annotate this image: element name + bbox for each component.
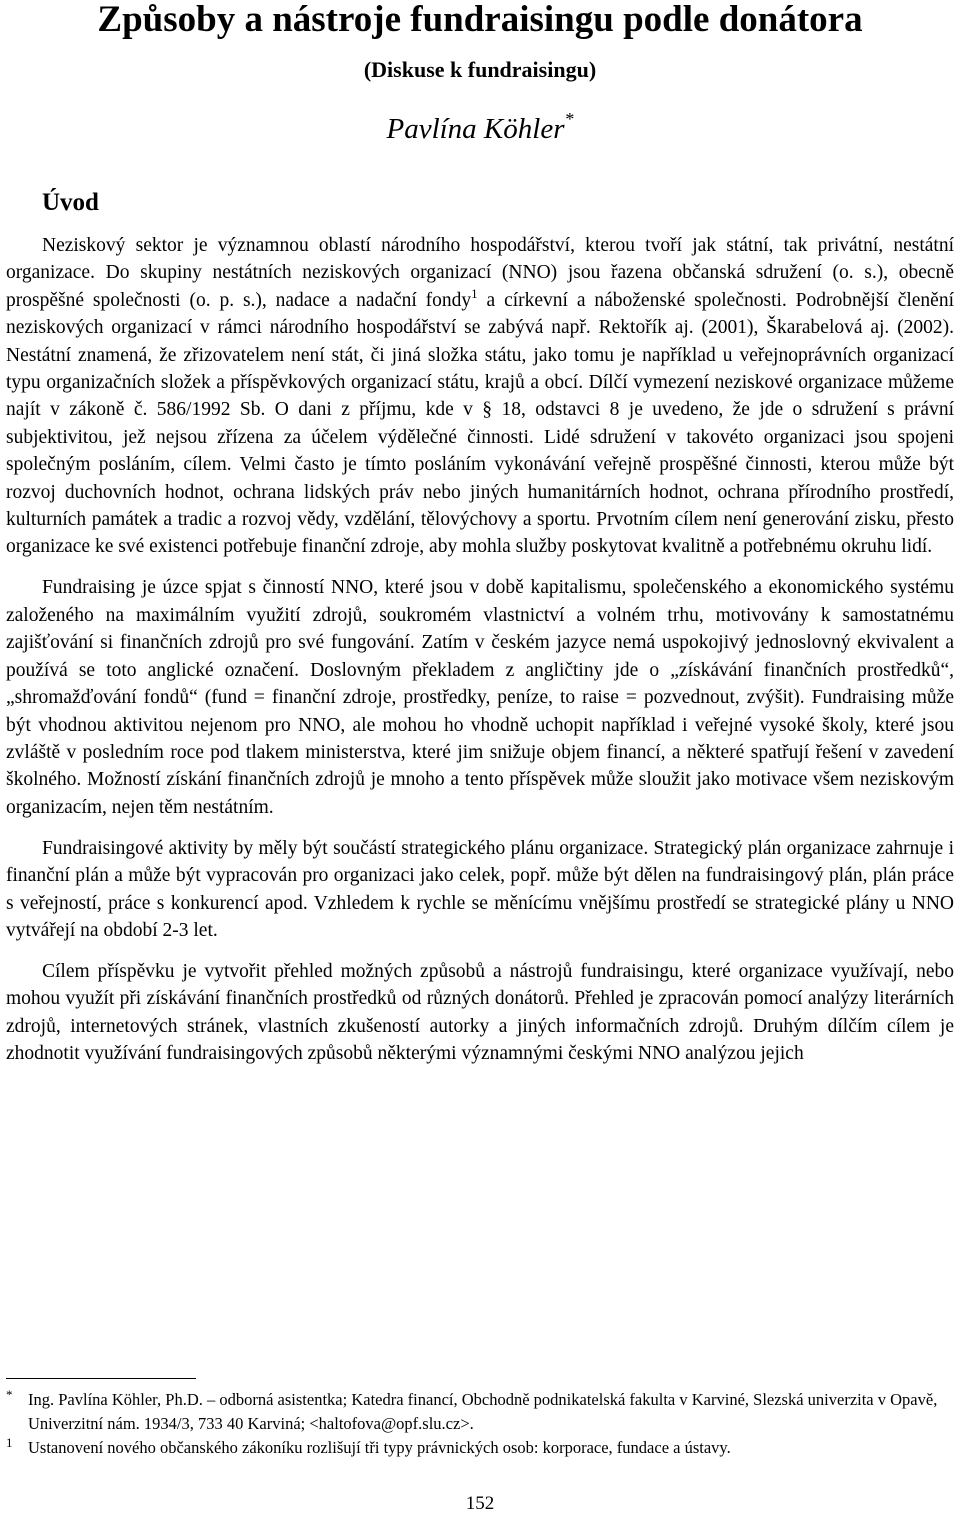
section-heading: Úvod <box>42 189 99 216</box>
paragraph: Fundraising je úzce spjat s činností NNO, které jsou v době kapitalismu, společenského a ekonomického systému založeného na maximálním využití zdrojů, soukromém vlastnictví a volném trhu, motivovány k samostatnému zajišťování si finančních zdrojů pro své fungování. Zatím v českém jazyce nemá uspokojivý jednoslovný ekvivalent a používá se toto anglické označení. Doslovným překladem z angličtiny jde o „získávání finančních prostředků“, „shromažďování fondů“ (fund = finanční zdroje, prostředky, peníze, to raise = pozvednout, zvýšit). Fundraising může být vhodnou aktivitou nejenom pro NNO, ale mohou ho vhodně uchopit například i veřejné vysoké školy, které jsou zvláště v posledním roce pod tlakem ministerstva, které jim snižuje objem financí, a některé spatřují řešení v zavedení školného. Možností získání finančních zdrojů je mnoho a tento příspěvek může sloužit jako motivace všem neziskovým organizacím, nejen těm nestátním. <box>6 577 954 818</box>
author-name: Pavlína Köhler <box>386 113 565 145</box>
paper-title: Způsoby a nástroje fundraisingu podle donátora <box>97 0 863 40</box>
paragraph: Cílem příspěvku je vytvořit přehled možných způsobů a nástrojů fundraisingu, které organizace využívají, nebo mohou využít při získávání finančních prostředků od různých donátorů. Přehled je zpracován pomocí analýzy literárních zdrojů, internetových stránek, vlastních zkušeností autorky a jiných informačních zdrojů. Druhým dílčím cílem je zhodnotit využívání fundraisingových způsobů některými významnými českými NNO analýzou jejich <box>6 960 954 1065</box>
footnote <box>6 1436 954 1460</box>
footnote-mark: * <box>6 1387 13 1402</box>
paper-subtitle: (Diskuse k fundraisingu) <box>363 57 597 82</box>
paragraph-1-continuation: a církevní a náboženské společnosti. Podrobnější členění neziskových organizací v rámci národního hospodářství se zabývá např. Rektořík aj. (2001), Škarabelová aj. (2002). Nestátní znamená, že zřizovatelem není stát, či jiná složka státu, jako tomu je například u veřejnoprávních organizací typu organizačních složek a příspěvkových organizací státu, krajů a obcí. Dílčí vymezení neziskové organizace můžeme najít v zákoně č. 586/1992 Sb. O dani z příjmu, kde v § 18, odstavci 8 je uvedeno, že jde o sdružení s právní subjektivitou, jež nejsou zřízena za účelem výdělečné činnosti. Lidé sdružení v takovéto organizaci jsou spojeni společným posláním, cílem. Velmi často je tímto posláním vykonávání veřejně prospěšné činnosti, kterou může být rozvoj duchovních hodnot, ochrana lidských práv nebo jiných humanitárních hodnot, ochrana přírodního prostředí, kulturních památek a tradic a rozvoj vědy, vzdělání, tělovýchovy a sportu. Prvotním cílem není generování zisku, přesto organizace ke své existenci potřebuje finanční zdroje, aby mohla služby poskytovat kvalitně a potřebnému okruhu lidí. <box>6 289 955 558</box>
footnotes <box>6 1388 954 1460</box>
footnote-divider <box>6 1378 196 1379</box>
paragraph: Fundraisingové aktivity by měly být součástí strategického plánu organizace. Strategický plán organizace zahrnuje i finanční plán a může být vypracován pro organizaci jako celek, popř. může být dělen na fundraisingový plán, plán práce s veřejností, práce s konkurencí apod. Vzhledem k rychle se měnícímu vnějšímu prostředí se strategické plány u NNO vytvářejí na období 2-3 let. <box>6 837 954 941</box>
author-footnote-mark: * <box>564 109 574 129</box>
author-line <box>0 109 960 146</box>
page-number: 152 <box>465 1493 495 1514</box>
footnote-mark: 1 <box>6 1435 13 1450</box>
body-text <box>6 232 954 1068</box>
footnote-text: Ustanovení nového občanského zákoníku rozlišují tři typy právnických osob: korporace, fundace a ústavy. <box>28 1438 731 1457</box>
footnote-text: Ing. Pavlína Köhler, Ph.D. – odborná asistentka; Katedra financí, Obchodně podnikatelská fakulta v Karviné, Slezská univerzita v Opavě, Univerzitní nám. 1934/3, 733 40 Karviná; <haltofova@opf.slu.cz>. <box>28 1390 938 1433</box>
paragraph-1-text: Neziskový sektor je významnou oblastí národního hospodářství, kterou tvoří jak státní, tak privátní, nestátní organizace. Do skupiny nestátních neziskových organizací (NNO) jsou řazena občanská sdružení (o. s.), obecně prospěšné společnosti (o. p. s.), nadace a nadační fondy <box>6 235 954 311</box>
paragraph <box>6 232 954 561</box>
footnote-reference: 1 <box>471 285 478 301</box>
footnote <box>6 1388 954 1436</box>
